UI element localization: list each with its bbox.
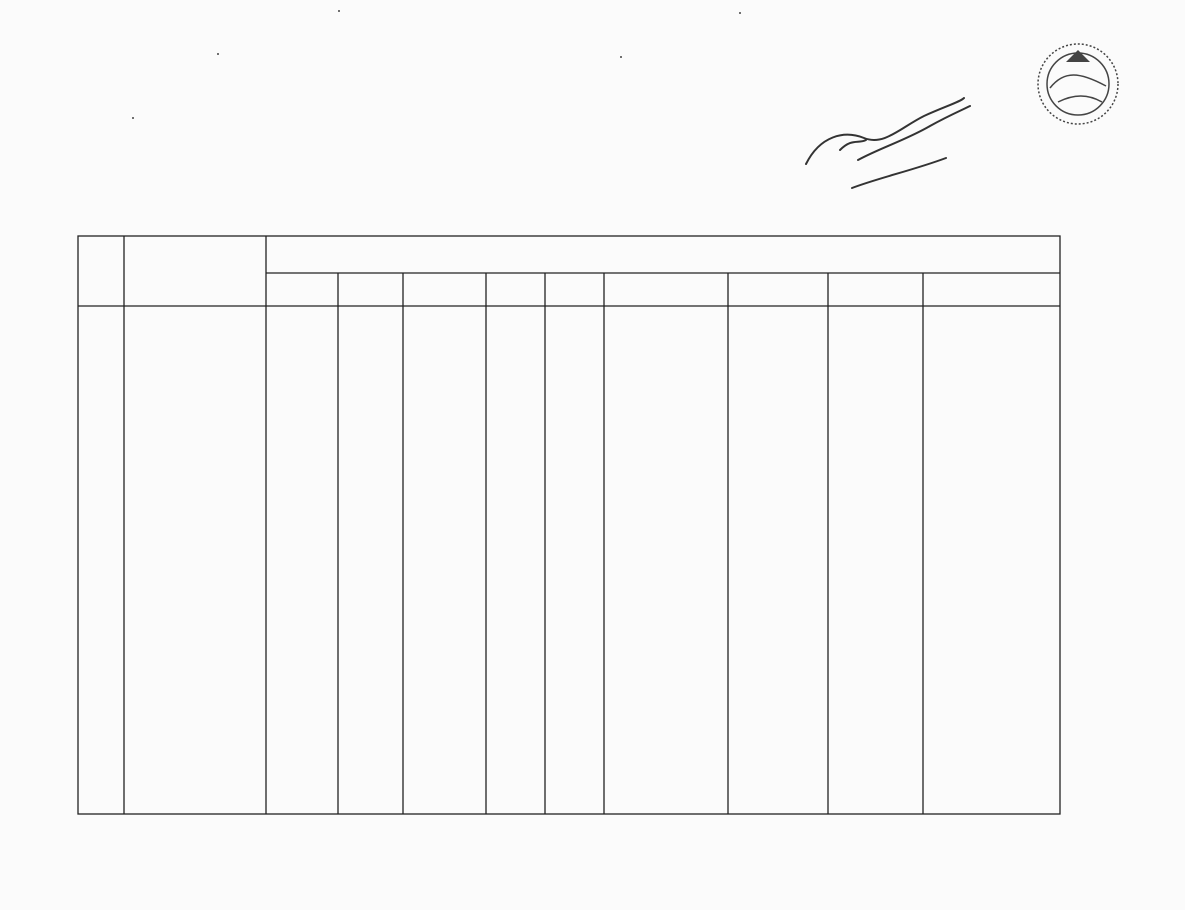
- subheader-poor: [339, 286, 403, 300]
- scan-speck: [338, 10, 340, 12]
- office-seal: [980, 32, 1180, 222]
- scan-speck: [620, 56, 622, 58]
- subheader-disabled: [546, 286, 604, 300]
- subheader-madhesh-injured: [924, 286, 1060, 300]
- subheader-indigenous: [404, 286, 486, 300]
- scan-speck: [132, 117, 134, 119]
- subheader-movement-injured: [605, 286, 728, 300]
- scan-speck: [739, 12, 741, 14]
- scan-speck: [217, 53, 219, 55]
- subheader-missing-family: [829, 286, 923, 300]
- subheader-meritorious: [267, 286, 338, 300]
- subheader-martyr-children: [729, 286, 828, 300]
- officer-signature: [800, 88, 975, 203]
- subheader-dalit: [487, 286, 545, 300]
